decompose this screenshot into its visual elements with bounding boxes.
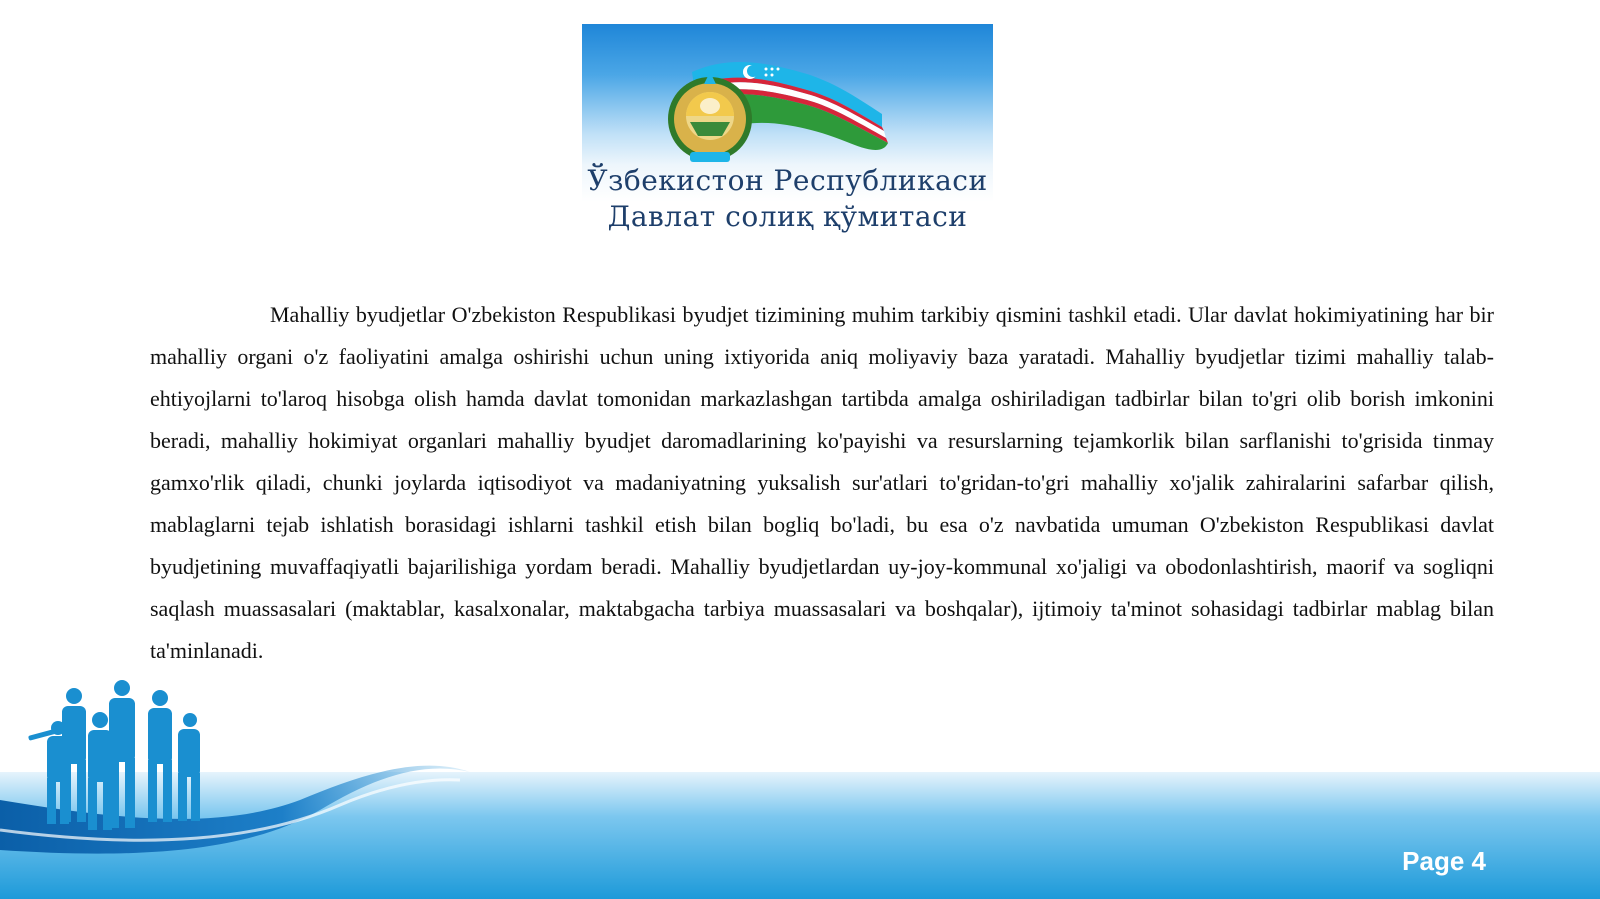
- banner-title-line-1: Ўзбекистон Республикаси: [587, 164, 988, 197]
- footer-wave-graphic: [0, 680, 1600, 899]
- page-number-label: Page 4: [1402, 846, 1486, 876]
- body-paragraph: Mahalliy byudjetlar O'zbekiston Respublikasi byudjet tizimining muhim tarkibiy qismini tashkil etadi. Ular davlat hokimiyatining har bir mahalliy organi o'z faoliyatini amalga oshirishi uchun uning ixtiyorida aniq moliyaviy baza yaratadi. Mahalliy byudjetlar tizimi mahalliy talab-ehtiyojlarni to'laroq hisobga olish hamda davlat tomonidan markazlashgan tartibda amalga oshiriladigan tadbirlar bilan to'gri olib borish imkonini beradi, mahalliy hokimiyat organlari mahalliy byudjet daromadlarining ko'payishi va resurslarning tejamkorlik bilan sarflanishi to'grisida tinmay gamxo'rlik qiladi, chunki joylarda iqtisodiyot va madaniyatning yuksalish sur'atlari to'gridan-to'gri mahalliy xo'jalik zahiralarini safarbar qilish, mablaglarni tejab ishlatish borasidagi ishlarni tashkil etish bilan bogliq bo'ladi, bu esa o'z navbatida umuman O'zbekiston Respublikasi davlat byudjetining muvaffaqiyatli bajarilishiga yordam beradi. Mahalliy byudjetlardan uy-joy-kommunal xo'jaligi va obodonlashtirish, maorif va sogliqni saqlash muassasalari (maktablar, kasalxonalar, maktabgacha tarbiya muassasalari va boshqalar), ijtimoiy ta'minot sohasidagi tadbirlar mablag bilan ta'minlanadi.: [150, 302, 1494, 663]
- emblem-and-flag-image: [582, 24, 993, 174]
- logo-banner: [582, 24, 993, 252]
- banner-title-line-2: Давлат солиқ қўмитаси: [607, 200, 968, 233]
